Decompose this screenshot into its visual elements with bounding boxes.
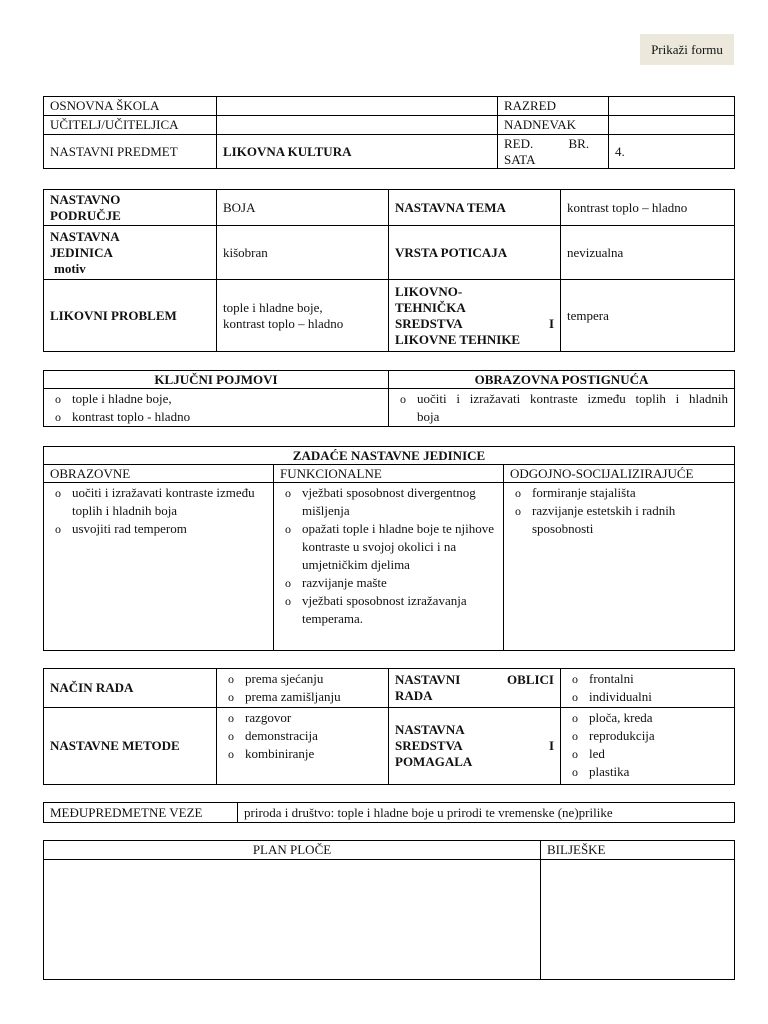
technique-label-line3: [395, 316, 554, 332]
teaching-aids-label-line1: NASTAVNA: [395, 722, 465, 737]
area-value: BOJA: [217, 190, 389, 226]
list-item: o plastika: [567, 763, 728, 781]
area-label-line2: PODRUČJE: [50, 207, 121, 223]
list-item: o tople i hladne boje,: [50, 390, 382, 408]
list-item: o individualni: [567, 688, 728, 706]
list-item: o ploča, kreda: [567, 709, 728, 727]
work-forms-label-line1-b: OBLICI: [507, 672, 554, 687]
lesson-number-label-line1: RED. BR.: [504, 135, 590, 151]
work-forms-label: [389, 669, 561, 708]
work-mode-label: NAČIN RADA: [44, 669, 217, 708]
list-item: o led: [567, 745, 728, 763]
list-item: o razvijanje estetskih i radnih sposobnosti: [510, 502, 728, 538]
unit-label-line1: NASTAVNA: [50, 228, 120, 244]
technique-label: [389, 280, 561, 352]
teaching-aids-label: [389, 708, 561, 785]
functional-cell: [274, 483, 504, 651]
show-form-button[interactable]: Prikaži formu: [640, 34, 734, 65]
list-item: o kombiniranje: [223, 745, 382, 763]
functional-title: FUNKCIONALNE: [274, 465, 504, 483]
board-plan-area: [44, 860, 541, 980]
board-plan-table: [43, 840, 735, 980]
cross-curricular-value: priroda i društvo: tople i hladne boje u prirodi te vremenske (ne)prilike: [238, 803, 735, 823]
problem-value: [217, 280, 389, 352]
technique-label-line2: TEHNIČKA: [395, 299, 466, 315]
list-item: o vježbati sposobnost izražavanja temperama.: [280, 592, 497, 628]
problem-label: LIKOVNI PROBLEM: [44, 280, 217, 352]
list-item: o uočiti i izražavati kontraste između toplih i hladnih boja: [395, 390, 728, 426]
unit-label-line2: JEDINICA: [50, 244, 113, 260]
work-forms-list: [567, 670, 728, 706]
cross-curricular-label: MEĐUPREDMETNE VEZE: [44, 803, 238, 823]
date-label: NADNEVAK: [498, 116, 609, 135]
teaching-aids-list: [567, 709, 728, 781]
teaching-methods-cell: [217, 708, 389, 785]
educational-title: OBRAZOVNE: [44, 465, 274, 483]
lesson-number-label-line2: SATA: [504, 151, 536, 167]
social-list: [510, 484, 728, 538]
list-item: o uočiti i izražavati kontraste između toplih i hladnih boja: [50, 484, 267, 520]
list-item: o reprodukcija: [567, 727, 728, 745]
outcomes-title: OBRAZOVNA POSTIGNUĆA: [389, 371, 735, 389]
subject-label: NASTAVNI PREDMET: [44, 135, 217, 169]
tasks-title: ZADAĆE NASTAVNE JEDINICE: [44, 447, 735, 465]
cross-curricular-table: [43, 802, 735, 823]
class-value: [609, 97, 735, 116]
work-forms-cell: [561, 669, 735, 708]
functional-list: [280, 484, 497, 628]
teaching-aids-label-line3: POMAGALA: [395, 754, 473, 769]
problem-value-line2: kontrast toplo – hladno: [223, 315, 344, 331]
date-value: [609, 116, 735, 135]
teacher-label: UČITELJ/UČITELJICA: [44, 116, 217, 135]
list-item: o demonstracija: [223, 727, 382, 745]
area-label: [44, 190, 217, 226]
unit-label-line3: motiv: [54, 260, 86, 276]
list-item: o razgovor: [223, 709, 382, 727]
teacher-value: [217, 116, 498, 135]
work-forms-label-line1: [395, 672, 554, 688]
theme-value: kontrast toplo – hladno: [561, 190, 735, 226]
lesson-info-table: [43, 189, 735, 352]
list-item: o frontalni: [567, 670, 728, 688]
board-plan-label: PLAN PLOČE: [44, 841, 541, 860]
technique-value: tempera: [561, 280, 735, 352]
concepts-table: [43, 370, 735, 427]
notes-label: BILJEŠKE: [541, 841, 735, 860]
school-label: OSNOVNA ŠKOLA: [44, 97, 217, 116]
social-cell: [504, 483, 735, 651]
list-item: o prema zamišljanju: [223, 688, 382, 706]
social-title: ODGOJNO-SOCIJALIZIRAJUĆE: [504, 465, 735, 483]
lesson-number-value: 4.: [609, 135, 735, 169]
list-item: o usvojiti rad temperom: [50, 520, 267, 538]
list-item: o formiranje stajališta: [510, 484, 728, 502]
teaching-aids-label-line2-b: I: [548, 738, 554, 753]
area-label-line1: NASTAVNO: [50, 191, 121, 207]
educational-cell: [44, 483, 274, 651]
methods-table: [43, 668, 735, 785]
class-label: RAZRED: [498, 97, 609, 116]
outcomes-cell: [389, 389, 735, 427]
key-concepts-cell: [44, 389, 389, 427]
teaching-aids-label-line2: [395, 738, 554, 754]
stimulus-value: nevizualna: [561, 226, 735, 280]
lesson-number-label: [498, 135, 609, 169]
unit-label: [44, 226, 217, 280]
educational-list: [50, 484, 267, 538]
work-mode-list: [223, 670, 382, 706]
teaching-methods-label: NASTAVNE METODE: [44, 708, 217, 785]
technique-label-line4: LIKOVNE TEHNIKE: [395, 331, 521, 347]
problem-value-line1: tople i hladne boje,: [223, 299, 323, 315]
list-item: o vježbati sposobnost divergentnog mišljenja: [280, 484, 497, 520]
technique-label-line3-b: I: [548, 315, 554, 331]
teaching-aids-cell: [561, 708, 735, 785]
technique-label-line3-a: SREDSTVA: [395, 315, 463, 331]
school-value: [217, 97, 498, 116]
notes-area: [541, 860, 735, 980]
theme-label: NASTAVNA TEMA: [389, 190, 561, 226]
outcomes-list: [395, 390, 728, 426]
work-mode-cell: [217, 669, 389, 708]
lesson-tasks-table: [43, 446, 735, 651]
list-item: o prema sjećanju: [223, 670, 382, 688]
work-forms-label-line2: RADA: [395, 688, 433, 703]
stimulus-label: VRSTA POTICAJA: [389, 226, 561, 280]
technique-label-line1: LIKOVNO-: [395, 283, 463, 299]
teaching-aids-label-line2-a: SREDSTVA: [395, 738, 463, 753]
teaching-methods-list: [223, 709, 382, 763]
list-item: o razvijanje mašte: [280, 574, 497, 592]
key-concepts-list: [50, 390, 382, 426]
list-item: o kontrast toplo - hladno: [50, 408, 382, 426]
key-concepts-title: KLJUČNI POJMOVI: [44, 371, 389, 389]
subject-value: LIKOVNA KULTURA: [217, 135, 498, 169]
work-forms-label-line1-a: NASTAVNI: [395, 672, 461, 687]
header-table: [43, 96, 735, 169]
unit-value: kišobran: [217, 226, 389, 280]
list-item: o opažati tople i hladne boje te njihove kontraste u svojoj okolici i na umjetničkim djelima: [280, 520, 497, 574]
